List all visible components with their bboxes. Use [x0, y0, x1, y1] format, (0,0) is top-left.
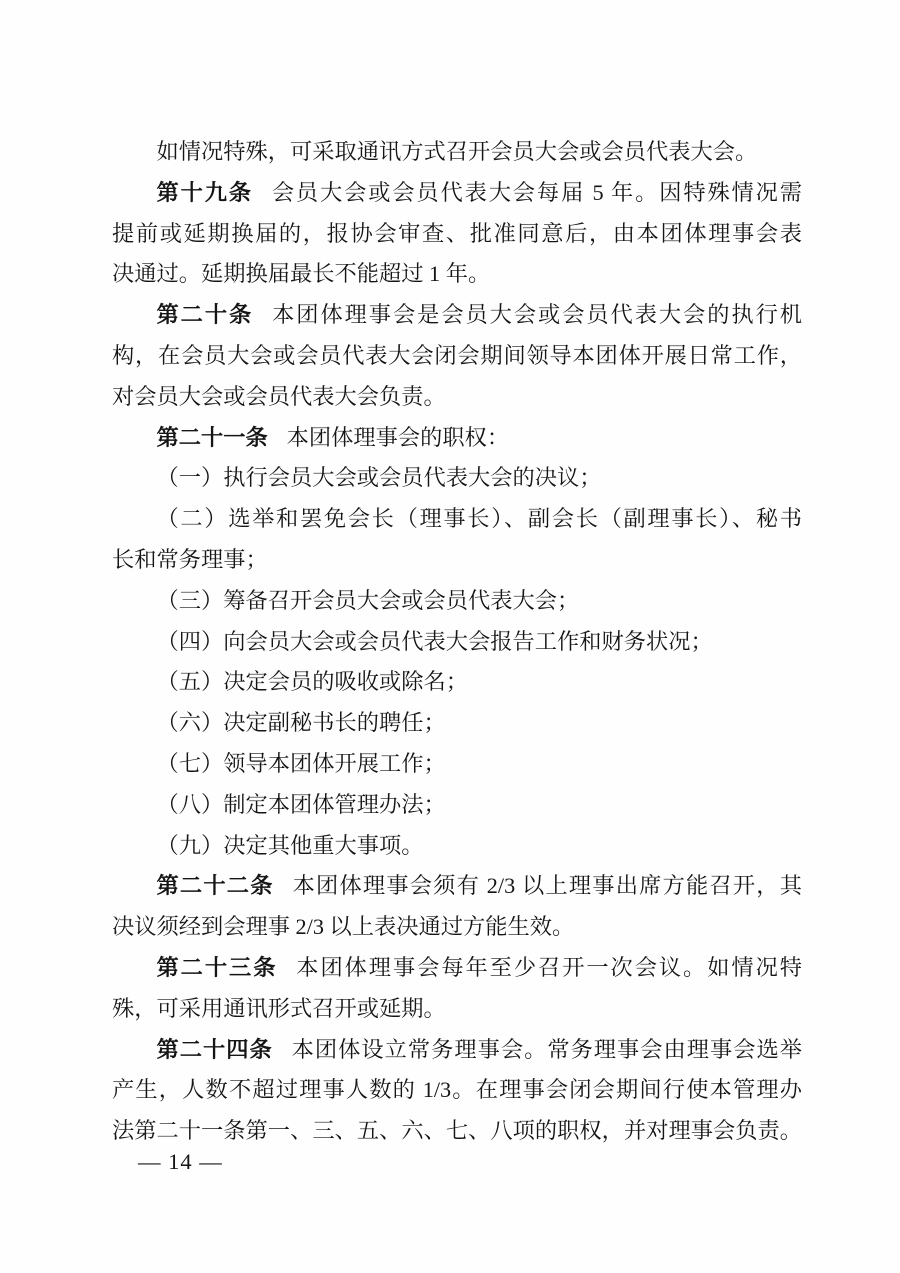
text-line [112, 866, 802, 907]
text-line [112, 540, 802, 581]
text-line [112, 1030, 802, 1071]
line-text: （九）决定其他重大事项。 [156, 832, 424, 858]
article-number: 第二十四条 [156, 1036, 273, 1062]
article-number: 第二十一条 [156, 424, 268, 450]
text-line [112, 1111, 802, 1152]
article-number: 第十九条 [156, 179, 253, 205]
text-line [112, 336, 802, 377]
text-line [112, 377, 802, 418]
line-text: 长和常务理事； [112, 546, 268, 572]
line-text: 本团体理事会的职权： [286, 424, 510, 450]
text-line [112, 785, 802, 826]
line-text: 提前或延期换届的，报协会审查、批准同意后，由本团体理事会表 [112, 220, 802, 246]
page-number: — 14 — [138, 1149, 223, 1174]
line-text: 殊，可采用通讯形式召开或延期。 [112, 995, 446, 1021]
line-text: （三）筹备召开会员大会或会员代表大会； [156, 587, 580, 613]
line-text: 对会员大会或会员代表大会负责。 [112, 383, 446, 409]
document-body [112, 132, 802, 1152]
text-line [112, 622, 802, 663]
line-text: 本团体理事会须有 2/3 以上理事出席方能召开，其 [292, 873, 802, 899]
text-line [112, 826, 802, 867]
text-line [112, 907, 802, 948]
article-number: 第二十三条 [156, 954, 278, 980]
text-line [112, 499, 802, 540]
text-line [112, 132, 802, 173]
line-text: 本团体理事会是会员大会或会员代表大会的执行机 [272, 302, 803, 328]
line-text: 产生，人数不超过理事人数的 1/3。在理事会闭会期间行使本管理办 [112, 1077, 802, 1103]
line-text: （一）执行会员大会或会员代表大会的决议； [156, 465, 602, 491]
line-text: 本团体设立常务理事会。常务理事会由理事会选举 [291, 1036, 803, 1062]
line-text: 构，在会员大会或会员代表大会闭会期间领导本团体开展日常工作， [112, 342, 802, 368]
line-text: （四）向会员大会或会员代表大会报告工作和财务状况； [156, 628, 713, 654]
text-line [112, 581, 802, 622]
text-line [112, 662, 802, 703]
text-line [112, 458, 802, 499]
line-text: 会员大会或会员代表大会每届 5 年。因特殊情况需 [271, 179, 803, 205]
line-text: 如情况特殊，可采取通讯方式召开会员大会或会员代表大会。 [156, 139, 758, 164]
text-line [112, 214, 802, 255]
text-line [112, 1070, 802, 1111]
line-text: 决通过。延期换届最长不能超过 1 年。 [112, 261, 491, 287]
line-text: 决议须经到会理事 2/3 以上表决通过方能生效。 [112, 914, 575, 940]
text-line [112, 744, 802, 785]
line-text: 法第二十一条第一、三、五、六、七、八项的职权，并对理事会负责。 [112, 1118, 802, 1144]
text-line [112, 948, 802, 989]
line-text: （五）决定会员的吸收或除名； [156, 669, 468, 695]
text-line [112, 173, 802, 214]
line-text: （二）选举和罢免会长（理事长）、副会长（副理事长）、秘书 [156, 506, 802, 532]
text-line [112, 295, 802, 336]
text-line [112, 254, 802, 295]
article-number: 第二十条 [156, 302, 254, 328]
line-text: （八）制定本团体管理办法； [156, 791, 446, 817]
line-text: 本团体理事会每年至少召开一次会议。如情况特 [296, 954, 803, 980]
line-text: （六）决定副秘书长的聘任； [156, 710, 446, 736]
line-text: （七）领导本团体开展工作； [156, 750, 446, 776]
text-line [112, 703, 802, 744]
text-line [112, 418, 802, 459]
text-line [112, 989, 802, 1030]
article-number: 第二十二条 [156, 873, 274, 899]
